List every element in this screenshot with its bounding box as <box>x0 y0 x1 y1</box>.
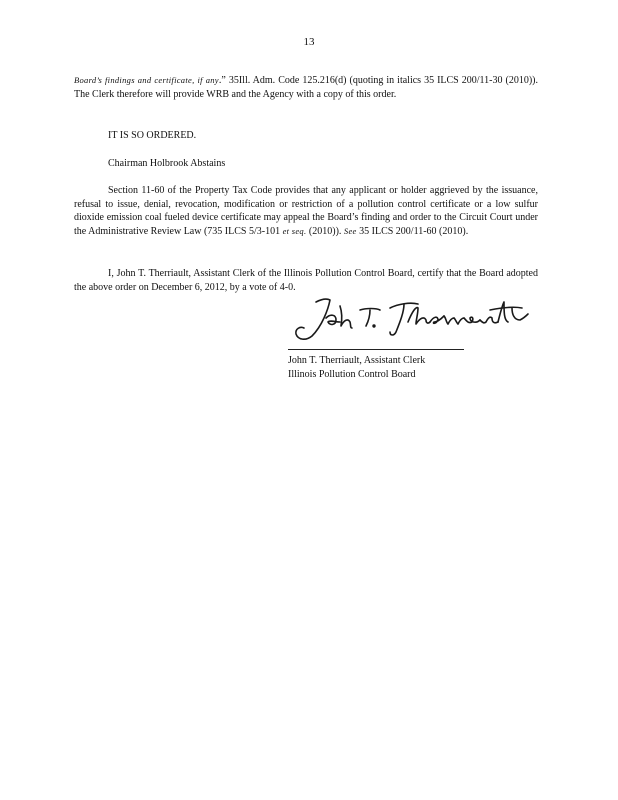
handwritten-signature <box>286 292 534 344</box>
italic-quote: Board’s findings and certificate, if any <box>74 75 219 85</box>
signer-name-title: John T. Therriault, Assistant Clerk <box>288 355 426 366</box>
paragraph-certification: I, John T. Therriault, Assistant Clerk of the Illinois Pollution Control Board, certify that the Board adopted the above order on December 6, 2012, by a vote of 4-0. <box>74 268 538 293</box>
paragraph-text: Section 11-60 of the Property Tax Code provides that any applicant or holder aggrieved by the issuance, refusal to issue, denial, revocation, modification or restriction of a pollution control certificate or a low sulfur dioxide emission coal fueled device certificate may appeal the Board’s finding and order to the Circuit Court under the Administrative Review Law (735 ILCS 5/3-101 <box>74 185 538 237</box>
order-statement: IT IS SO ORDERED. <box>108 130 197 141</box>
abstention-note: Chairman Holbrook Abstains <box>108 158 226 169</box>
paragraph-quote-conclusion <box>74 74 538 101</box>
page-number: 13 <box>303 36 315 48</box>
signature-line <box>288 349 464 350</box>
signature-block <box>288 354 528 382</box>
italic-see: See <box>343 225 357 236</box>
paragraph-text: 35 ILCS 200/11-60 (2010). <box>359 225 469 237</box>
paragraph-text: .” 35Ill. Adm. Code 125.216(d) (quoting in italics 35 ILCS 200/11-30 (2010)). The Clerk therefore will provide WRB and the Agency with a copy of this order. <box>74 75 538 100</box>
paragraph-text: (2010)). <box>308 225 342 237</box>
italic-et-seq: et seq. <box>282 225 307 236</box>
signer-organization: Illinois Pollution Control Board <box>288 369 416 380</box>
paragraph-appeal-rights <box>74 184 538 238</box>
